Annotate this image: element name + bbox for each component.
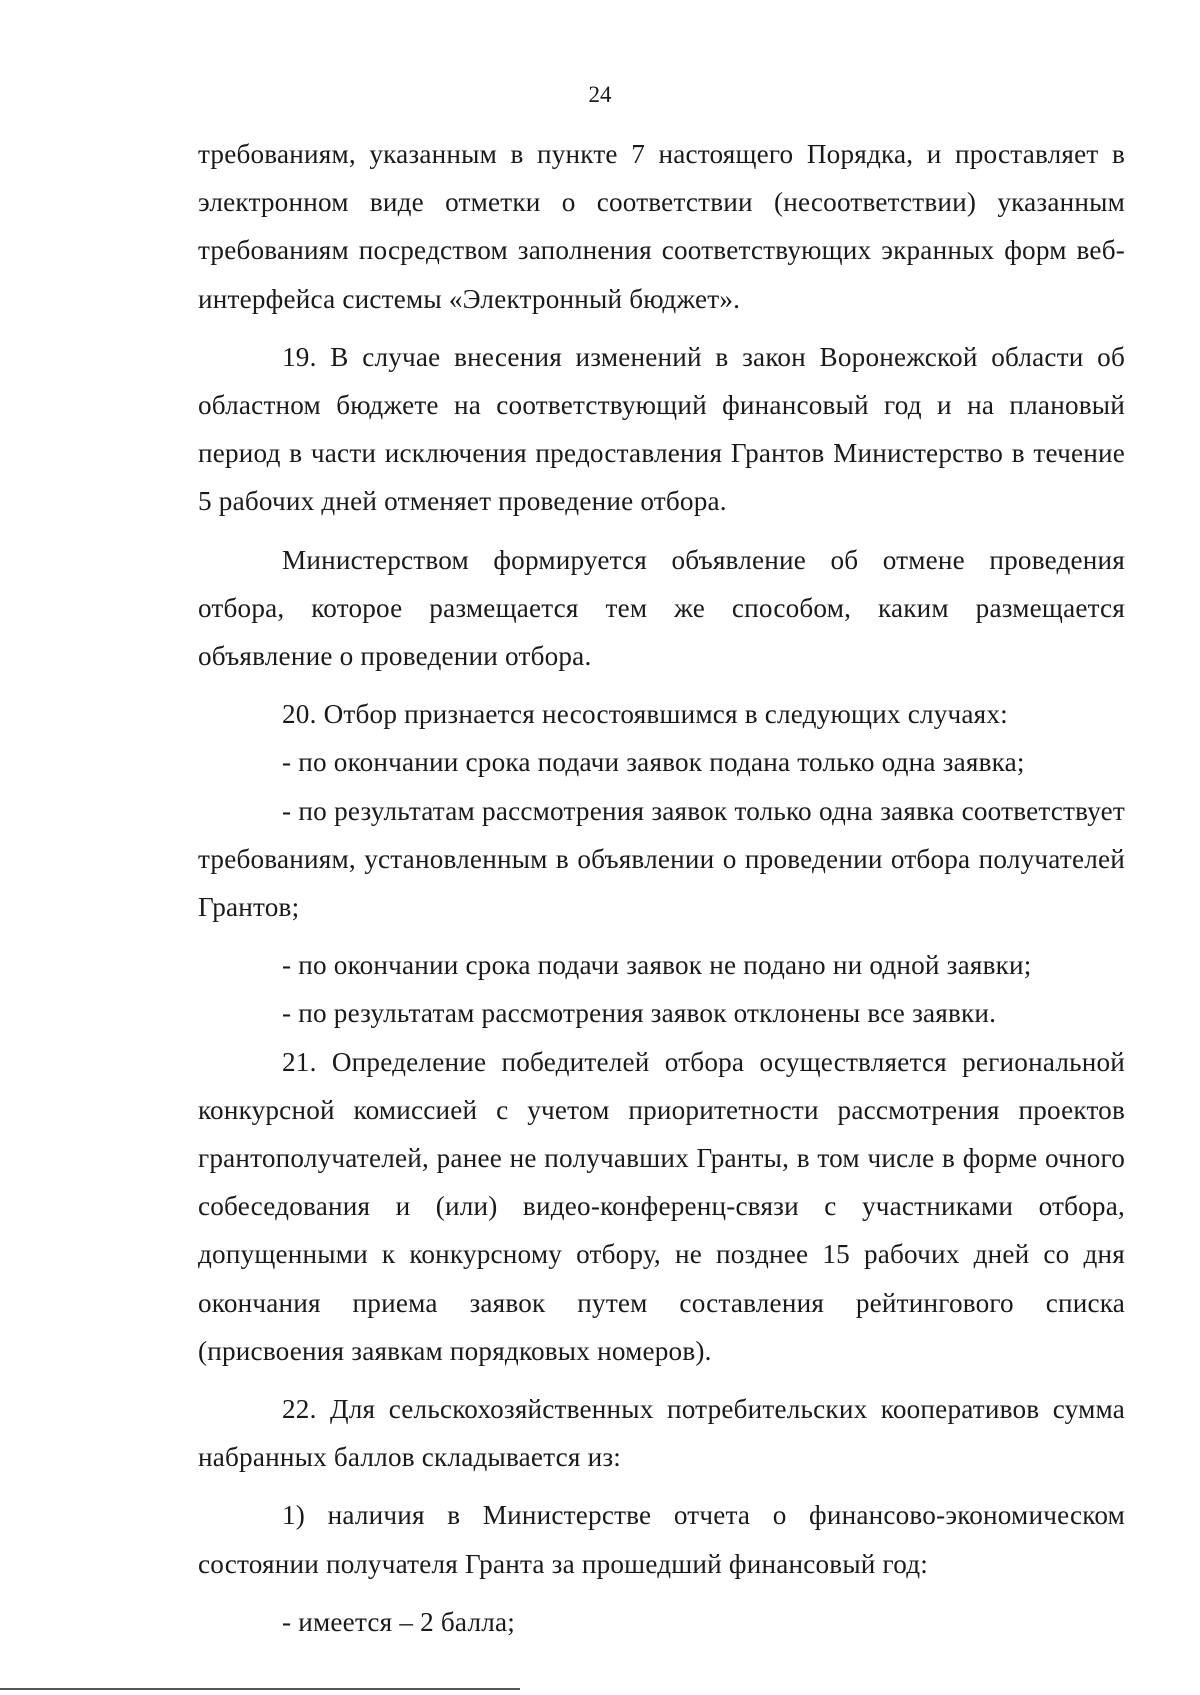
paragraph-item-22: 22. Для сельскохозяйственных потребительских кооперативов сумма набранных баллов складывается из: [198,1394,1125,1473]
paragraph-item-19: 19. В случае внесения изменений в закон Воронежской области об областном бюджете на соответствующий финансовый год и на плановый период в части исключения предоставления Грантов Министерство в течение 5 рабочих дней отменяет проведение отбора. [198,341,1125,517]
list-item-one-application: - по окончании срока подачи заявок подана только одна заявка; [282,747,1025,778]
list-item-one-compliant: - по результатам рассмотрения заявок только одна заявка соответствует требованиям, установленным в объявлении о проведении отбора получателей Грантов; [198,795,1125,923]
paragraph-item-20: 20. Отбор признается несостоявшимся в следующих случаях: [282,699,1008,730]
paragraph-continuation: требованиям, указанным в пункте 7 настоящего Порядка, и проставляет в электронном виде отметки о соответствии (несоответствии) указанным требованиям посредством заполнения соответствующих экранных форм веб-интерфейса системы «Электронный бюджет». [198,139,1125,314]
paragraph-cancellation-notice: Министерством формируется объявление об отмене проведения отбора, которое размещается тем же способом, каким размещается объявление о проведении отбора. [198,544,1125,672]
bottom-rule [0,1688,520,1690]
list-item-score: - имеется – 2 балла; [282,1606,515,1637]
document-body [198,130,1125,1646]
paragraph-item-21: 21. Определение победителей отбора осуществляется региональной конкурсной комиссией с учетом приоритетности рассмотрения проектов грантополучателей, ранее не получавших Гранты, в том числе в форме очного собеседования и (или) видео-конференц-связи с участниками отбора, допущенными к конкурсному отбору, не позднее 15 рабочих дней со дня окончания приема заявок путем составления рейтингового списка (присвоения заявкам порядковых номеров). [198,1046,1125,1366]
page-number: 24 [588,82,612,107]
list-item-all-rejected: - по результатам рассмотрения заявок отклонены все заявки. [282,998,997,1029]
paragraph-criterion-1: 1) наличия в Министерстве отчета о финансово-экономическом состоянии получателя Гранта за прошедший финансовый год: [198,1500,1125,1579]
list-item-no-applications: - по окончании срока подачи заявок не подано ни одной заявки; [282,950,1032,981]
